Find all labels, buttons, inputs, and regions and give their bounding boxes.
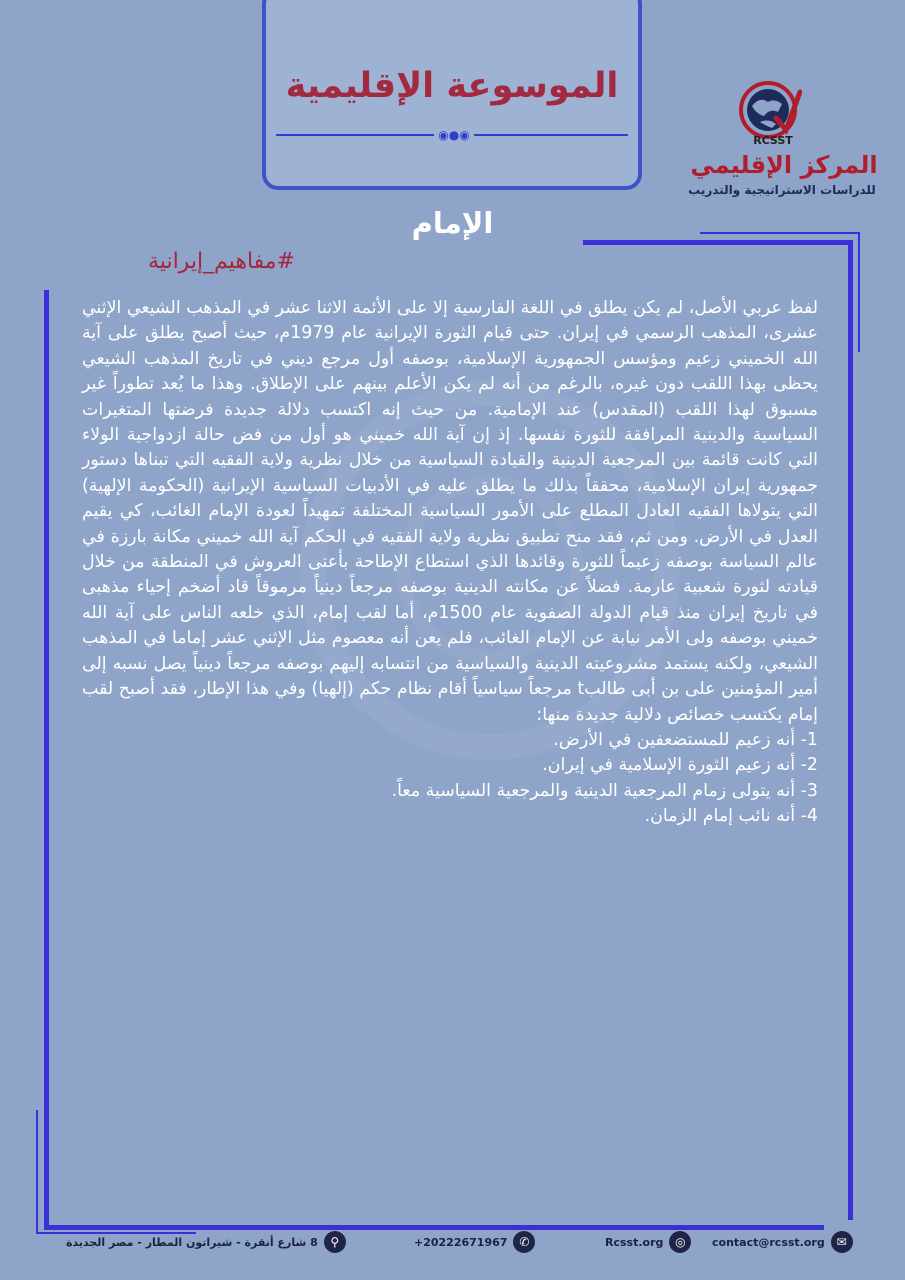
phone-text[interactable]: +20222671967 bbox=[414, 1235, 508, 1249]
footer-address bbox=[66, 1228, 346, 1256]
encyclopedia-title: الموسوعة الإقليمية bbox=[285, 66, 619, 106]
location-pin-icon: ⚲ bbox=[324, 1231, 346, 1253]
body-paragraph: لفظ عربي الأصل، لم يكن يطلق في اللغة الفارسية إلا على الأئمة الاثنا عشر في المذهب الشيعي الإثني عشرى، المذهب الرسمي في إيران. حتى قيام الثورة الإيرانية عام 1979م، حيث أصبح يطلق على آية الله الخميني زعيم ومؤسس الجمهورية الإسلامية، بوصفه أول مرجع ديني في تاريخ المذهب الشيعي يحظى بهذا اللقب دون غيره، بالرغم من أنه لم يكن الأعلم بينهم على الإطلاق. وهذا ما يُعد تطوراً غير مسبوق لهذا اللقب (المقدس) عند الإمامية. من حيث إنه اكتسب دلالة جديدة فرضتها المتغيرات السياسية والدينية المرافقة للثورة نفسها. إذ إن آية الله خميني هو أول من فض حالة ازدواجية الولاء التي كانت قائمة بين المرجعية الدينية والقيادة السياسية من خلال نظرية ولاية الفقيه التي تبناها دستور جمهورية إيران الإسلامية، محققاً بذلك ما يطلق عليه في الأدبيات السياسية الإيرانية (الحكومة الإلهية) التي يتولاها الفقيه العادل المطلع على الأمور السياسية المختلفة تمهيداً لعودة الإمام الغائب، كي يقيم العدل في الأرض. ومن ثم، فقد منح تطبيق نظرية ولاية الفقيه في الحكم آية الله خميني مكانة بارزة في عالم السياسة بوصفه زعيماً للثورة وقائدها الذي استطاع الإطاحة بأعتى العروش في المنطقة من خلال قيادته لثورة شعبية عارمة. فضلاً عن مكانته الدينية بوصفه مرجعاً دينياً مرموقاً قاد أضخم إحياء مذهبى في تاريخ إيران منذ قيام الدولة الصفوية عام 1500م، أما لقب إمام، الذي خلعه الناس على آية الله خميني بوصفه ولى الأمر نيابة عن الإمام الغائب، فلم يعن أنه معصوم مثل الإثني عشر إماما في المذهب الشيعي، ولكنه يستمد مشروعيته الدينية والسياسية من انتسابه إليهم بوصفه مرجعاً دينياً يصل نسبه إلى أمير المؤمنين على بن أبى طالبt مرجعاً سياسياً أقام نظام حكم (إلهيا) وفي هذا الإطار، فقد أصبح لقب إمام يكتسب خصائص دلالية جديدة منها: bbox=[82, 298, 818, 725]
logo-subtitle: للدراسات الاستراتيجية والتدريب bbox=[688, 183, 876, 197]
frame-line bbox=[44, 290, 49, 1230]
header-banner bbox=[262, 0, 642, 190]
footer bbox=[0, 1228, 905, 1258]
mail-icon: ✉ bbox=[831, 1231, 853, 1253]
phone-icon: ✆ bbox=[513, 1231, 535, 1253]
rcsst-logo bbox=[668, 74, 900, 202]
footer-phone[interactable] bbox=[414, 1228, 535, 1256]
ornament-icon: ◉●◉ bbox=[434, 127, 474, 143]
hashtag-link[interactable]: #مفاهيم_إيرانية bbox=[148, 249, 295, 274]
article-body bbox=[82, 296, 818, 830]
logo-name: المركز الإقليمي bbox=[690, 151, 878, 179]
frame-line bbox=[700, 232, 860, 234]
list-item: 2- أنه زعيم الثورة الإسلامية في إيران. bbox=[542, 755, 818, 776]
website-text[interactable]: Rcsst.org bbox=[605, 1235, 664, 1249]
article-title: الإمام bbox=[411, 206, 494, 240]
frame-line bbox=[583, 240, 853, 245]
footer-email[interactable] bbox=[712, 1228, 853, 1256]
list-item: 1- أنه زعيم للمستضعفين في الأرض. bbox=[553, 729, 818, 750]
list-item: 4- أنه نائب إمام الزمان. bbox=[644, 806, 818, 827]
logo-abbreviation: RCSST bbox=[753, 134, 793, 147]
frame-line bbox=[36, 1110, 38, 1234]
features-list bbox=[82, 728, 818, 830]
list-item: 3- أنه يتولى زمام المرجعية الدينية والمرجعية السياسية معاً. bbox=[391, 780, 818, 801]
address-text: 8 شارع أنقرة - شيراتون المطار - مصر الجديدة bbox=[66, 1235, 318, 1249]
frame-line bbox=[858, 232, 860, 352]
globe-icon bbox=[738, 78, 802, 142]
email-text[interactable]: contact@rcsst.org bbox=[712, 1235, 825, 1249]
footer-website[interactable] bbox=[605, 1228, 691, 1256]
web-globe-icon: ◎ bbox=[669, 1231, 691, 1253]
frame-line bbox=[848, 240, 853, 1220]
